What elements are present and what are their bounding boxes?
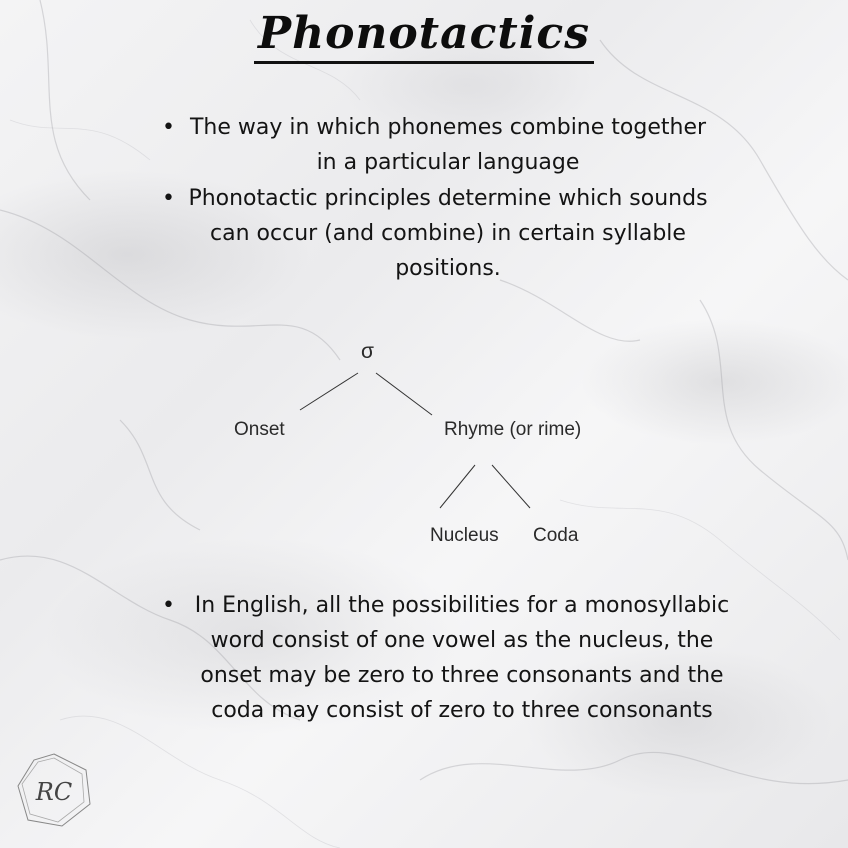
bullet-marker: •: [162, 593, 175, 618]
page-title: Phonotactics: [0, 8, 848, 59]
bullet-item: [150, 588, 756, 728]
node-coda: Coda: [533, 525, 579, 546]
node-syllable-root: σ: [361, 340, 374, 363]
logo-monogram: RC: [35, 778, 73, 806]
node-onset: Onset: [234, 419, 285, 440]
bullet-text: The way in which phonemes combine together in a particular language: [189, 115, 707, 175]
bullet-text: Phonotactic principles determine which sounds can occur (and combine) in certain syllable positions.: [188, 186, 708, 281]
edge-rhyme-coda: [492, 465, 530, 508]
edge-rhyme-nucleus: [440, 465, 475, 508]
edge-root-rhyme: [376, 373, 432, 415]
node-rhyme: Rhyme (or rime): [444, 419, 582, 440]
bullet-marker: •: [162, 186, 175, 211]
bullet-text: In English, all the possibilities for a monosyllabic word consist of one vowel as the nucleus, the onset may be zero to three consonants and the coda may consist of zero to three consonants: [194, 593, 730, 723]
node-nucleus: Nucleus: [430, 525, 499, 546]
edge-root-onset: [300, 373, 358, 410]
logo: [16, 752, 92, 828]
bullet-marker: •: [162, 115, 175, 140]
